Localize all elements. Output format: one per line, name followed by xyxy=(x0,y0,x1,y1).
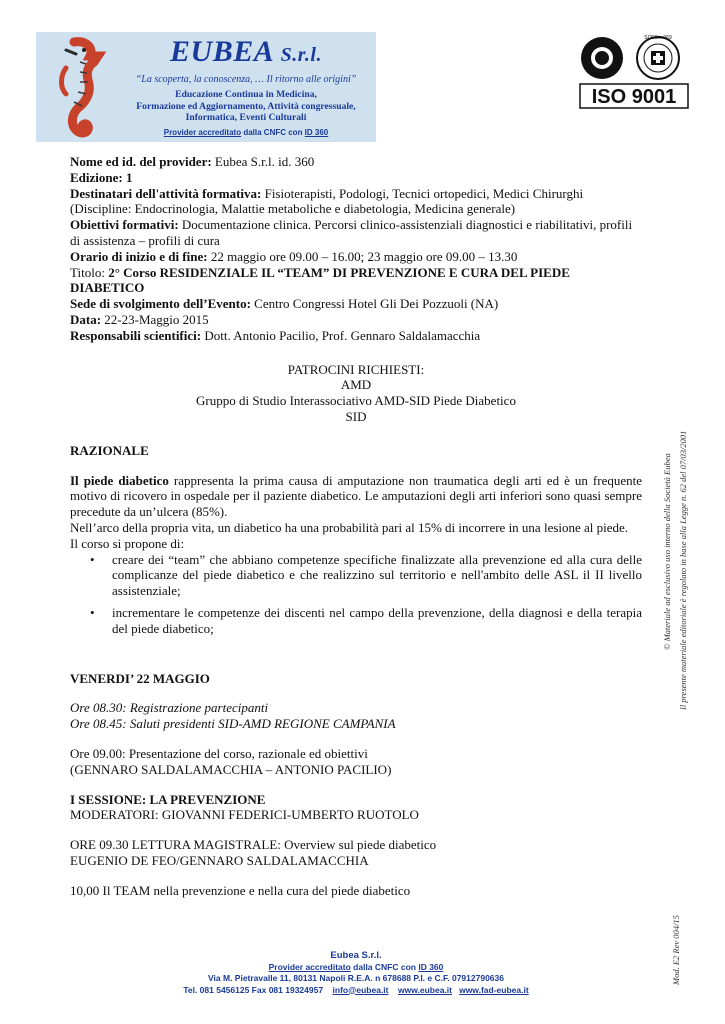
objectives-list xyxy=(90,552,642,637)
schedule-label: Orario di inizio e di fine: xyxy=(70,248,208,264)
side-note-law: Il presente materiale editoriale è regolato in base alla Legge n. 62 del 07/03/2001 xyxy=(678,430,688,710)
footer-email-link[interactable]: info@eubea.it xyxy=(332,984,389,995)
title-label: Titolo: xyxy=(70,264,109,280)
patronage-item: Gruppo di Studio Interassociativo AMD-SID Piede Diabetico xyxy=(196,393,516,409)
footer-provider-mid: dalla CNFC con xyxy=(350,961,419,972)
program-greetings: Ore 08.45: Saluti presidenti SID-AMD REGIONE CAMPANIA xyxy=(70,716,396,732)
footer-company: Eubea S.r.l. xyxy=(330,950,382,961)
iso-certification-badge xyxy=(578,32,690,112)
rationale-paragraph-2: Nell’arco della propria vita, un diabetico ha una probabilità pari al 15% di incorrere in una lesione al piede. xyxy=(70,519,629,535)
provider-id-link[interactable]: ID 360 xyxy=(304,128,329,137)
brand-name: EUBEA xyxy=(170,35,273,68)
footer-provider-id-link[interactable]: ID 360 xyxy=(418,961,444,972)
provider-row xyxy=(70,154,642,170)
program-registration: Ore 08.30: Registrazione partecipanti xyxy=(70,700,269,716)
patronage-item: AMD xyxy=(340,377,372,393)
recipients-label: Destinatari dell'attività formativa: xyxy=(70,185,262,201)
rationale-paragraph-1 xyxy=(70,473,642,520)
date-row xyxy=(70,312,642,328)
provider-mid: dalla CNFC con xyxy=(241,128,305,137)
venue-value: Centro Congressi Hotel Gli Dei Pozzuoli (NA) xyxy=(250,296,499,312)
day-heading: VENERDI’ 22 MAGGIO xyxy=(70,670,210,686)
tagline: “La scoperta, la conoscenza, … Il ritorno alle origini” xyxy=(135,74,357,85)
recipients-value: Fisioterapisti, Podologi, Tecnici ortopedici, Medici Chirurghi xyxy=(261,185,584,201)
brand-title xyxy=(116,36,376,71)
schedule-row xyxy=(70,249,642,265)
objectives-value: Documentazione clinica. Percorsi clinico-assistenziali diagnostici e riabilitativi, profili di assistenza – profili di cura xyxy=(70,217,633,248)
provider-value: Eubea S.r.l. id. 360 xyxy=(211,154,315,169)
header-band xyxy=(116,32,376,142)
rationale-paragraph-3: Il corso si propone di: xyxy=(70,535,185,551)
session-moderators: MODERATORI: GIOVANNI FEDERICI-UMBERTO RUOTOLO xyxy=(70,807,419,823)
footer-address: Via M. Pietravalle 11, 80131 Napoli R.E.A. n 678688 P.I. e C.F. 07912790636 xyxy=(208,973,504,983)
footer-provider xyxy=(70,962,642,974)
program-presenters: (GENNARO SALDALAMACCHIA – ANTONIO PACILIO) xyxy=(70,761,392,777)
venue-label: Sede di svolgimento dell’Evento: xyxy=(70,296,251,312)
rationale-heading: RAZIONALE xyxy=(70,442,149,458)
footer-website-link[interactable]: www.eubea.it xyxy=(397,984,452,995)
iso-9001-icon xyxy=(578,32,690,112)
list-item: • incrementare le competenze dei discenti nel campo della prevenzione, della diagnosi e della terapia del piede diabetico; xyxy=(90,605,642,637)
header-line-2: Formazione ed Aggiornamento, Attività congressuale, xyxy=(136,100,356,112)
seahorse-icon xyxy=(36,32,116,142)
document-body xyxy=(70,154,642,898)
footer-fad-website-link[interactable]: www.fad-eubea.it xyxy=(459,984,529,995)
objectives-row xyxy=(70,217,642,249)
edition-row: Edizione: 1 xyxy=(70,169,133,185)
side-note-mod: Mod. E2 Rev 004/15 xyxy=(671,915,681,985)
disciplines-row: (Discipline: Endocrinologia, Malattie metaboliche e diabetologia, Medicina generale) xyxy=(70,201,516,217)
header-line-1: Educazione Continua in Medicina, xyxy=(175,89,317,100)
brand-suffix: S.r.l. xyxy=(280,44,322,66)
schedule-value: 22 maggio ore 09.00 – 16.00; 23 maggio ore 09.00 – 13.30 xyxy=(207,248,518,264)
title-row xyxy=(70,265,642,297)
seahorse-logo xyxy=(36,32,116,142)
managers-value: Dott. Antonio Pacilio, Prof. Gennaro Saldalamacchia xyxy=(201,327,481,343)
rationale-p1-rest: rappresenta la prima causa di amputazione non traumatica degli arti ed è un frequente motivo di ricovero in ospedale per il paziente diabetico. Le amputazioni degli arti inferiori sono quasi sempre precedute da un’ulcera (85%). xyxy=(70,472,642,520)
recipients-row xyxy=(70,186,642,202)
objectives-label: Obiettivi formativi: xyxy=(70,217,179,233)
date-value: 22-23-Maggio 2015 xyxy=(101,311,209,327)
date-label: Data: xyxy=(70,311,102,327)
lecture-title: ORE 09.30 LETTURA MAGISTRALE: Overview sul piede diabetico xyxy=(70,837,437,853)
iso-label: ISO 9001 xyxy=(591,86,677,108)
title-value: 2° Corso RESIDENZIALE IL “TEAM” DI PREVENZIONE E CURA DEL PIEDE DIABETICO xyxy=(70,264,570,296)
side-note-copyright: © Materiale ad esclusivo uso interno della Società Eubea xyxy=(662,453,672,650)
patronage-heading: PATROCINI RICHIESTI: xyxy=(287,361,425,377)
header-line-3: Informatica, Eventi Culturali xyxy=(185,112,307,123)
talk-title: 10,00 Il TEAM nella prevenzione e nella cura del piede diabetico xyxy=(70,882,411,898)
rationale-p1-bold: Il piede diabetico xyxy=(70,472,169,488)
footer xyxy=(70,950,642,996)
lecture-speakers: EUGENIO DE FEO/GENNARO SALDALAMACCHIA xyxy=(70,852,369,868)
provider-link[interactable]: Provider accreditato xyxy=(163,128,242,137)
provider-label: Nome ed id. del provider: xyxy=(70,154,212,169)
managers-label: Responsabili scientifici: xyxy=(70,327,202,343)
patronage-item: SID xyxy=(345,408,367,424)
provider-accreditation xyxy=(116,128,376,137)
iso-top-text: SCESm 069 xyxy=(644,35,672,41)
footer-phone: Tel. 081 5456125 Fax 081 19324957 xyxy=(183,984,324,995)
managers-row xyxy=(70,328,642,344)
footer-provider-link[interactable]: Provider accreditato xyxy=(268,961,351,972)
venue-row xyxy=(70,296,642,312)
program-presentation: Ore 09.00: Presentazione del corso, razionale ed obiettivi xyxy=(70,745,368,761)
footer-contacts xyxy=(70,985,642,997)
session-heading: I SESSIONE: LA PREVENZIONE xyxy=(70,791,266,807)
list-item: • creare dei “team” che abbiano competenze specifiche finalizzate alla prevenzione ed alla cura delle complicanze del piede diabetico e che realizzino sul territorio e nell'ambito delle ASL il II livello assistenziale; xyxy=(90,552,642,599)
